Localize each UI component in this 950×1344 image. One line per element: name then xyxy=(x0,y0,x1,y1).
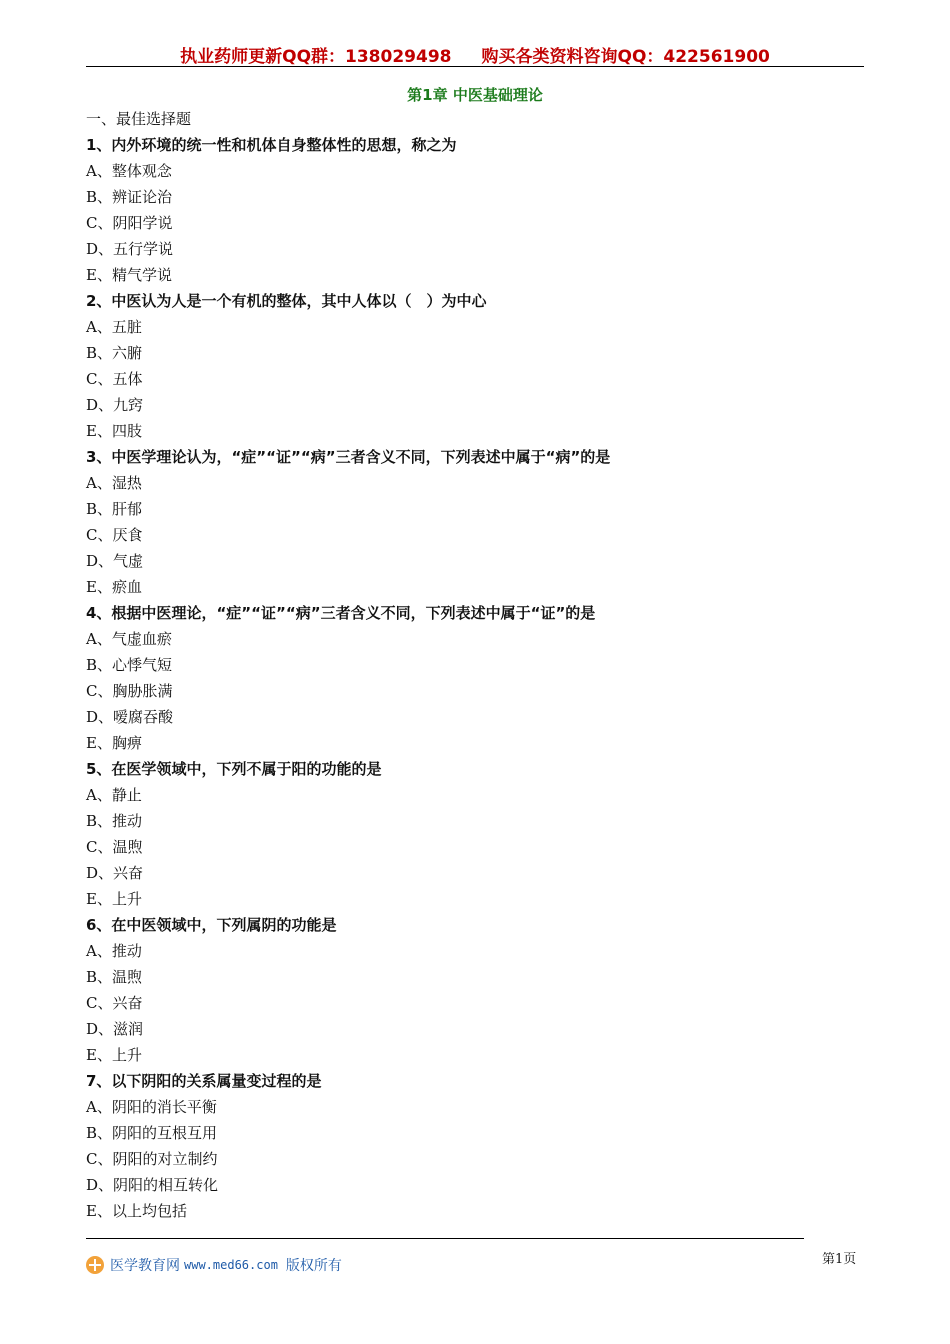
answer-option: D、滋润 xyxy=(86,1020,144,1038)
answer-option: D、阴阳的相互转化 xyxy=(86,1176,219,1194)
answer-option: D、五行学说 xyxy=(86,240,174,258)
answer-option: B、温煦 xyxy=(86,968,143,986)
page-number: 第1页 xyxy=(822,1252,857,1267)
question-stem: 6、在中医领域中，下列属阴的功能是 xyxy=(86,916,337,934)
question-list xyxy=(86,106,886,1224)
footer-url[interactable]: www.med66.com xyxy=(184,1258,278,1272)
question-stem: 2、中医认为人是一个有机的整体，其中人体以（ ）为中心 xyxy=(86,292,487,310)
answer-option: E、上升 xyxy=(86,890,142,908)
answer-option: C、五体 xyxy=(86,370,143,388)
footer-site-name: 医学教育网 xyxy=(110,1258,180,1274)
answer-option: C、兴奋 xyxy=(86,994,143,1012)
answer-option: D、气虚 xyxy=(86,552,144,570)
footer-rule xyxy=(86,1238,804,1239)
answer-option: A、整体观念 xyxy=(86,162,172,180)
page-header xyxy=(0,42,950,67)
answer-option: B、心悸气短 xyxy=(86,656,173,674)
question-stem: 5、在医学领域中，下列不属于阳的功能的是 xyxy=(86,760,382,778)
answer-option: C、阴阳的对立制约 xyxy=(86,1150,218,1168)
answer-option: D、兴奋 xyxy=(86,864,144,882)
med66-logo-icon xyxy=(86,1256,104,1274)
answer-option: A、湿热 xyxy=(86,474,142,492)
question-stem: 4、根据中医理论，“症”“证”“病”三者含义不同，下列表述中属于“证”的是 xyxy=(86,604,596,622)
questions xyxy=(86,132,886,1224)
answer-option: C、阴阳学说 xyxy=(86,214,173,232)
footer-rights: 版权所有 xyxy=(285,1258,342,1274)
answer-option: B、六腑 xyxy=(86,344,143,362)
answer-option: D、九窍 xyxy=(86,396,144,414)
answer-option: D、嗳腐吞酸 xyxy=(86,708,174,726)
answer-option: B、推动 xyxy=(86,812,143,830)
answer-option: B、辨证论治 xyxy=(86,188,173,206)
answer-option: E、四肢 xyxy=(86,422,142,440)
header-rule xyxy=(86,66,864,67)
answer-option: A、静止 xyxy=(86,786,142,804)
answer-option: A、阴阳的消长平衡 xyxy=(86,1098,217,1116)
answer-option: B、阴阳的互根互用 xyxy=(86,1124,218,1142)
section-title: 一、最佳选择题 xyxy=(86,110,192,128)
page-footer xyxy=(86,1254,342,1276)
chapter-title: 第1章 中医基础理论 xyxy=(407,86,543,104)
answer-option: A、气虚血瘀 xyxy=(86,630,172,648)
header-qq-group: 执业药师更新QQ群：138029498 xyxy=(180,47,452,67)
answer-option: E、上升 xyxy=(86,1046,142,1064)
answer-option: C、厌食 xyxy=(86,526,143,544)
answer-option: E、以上均包括 xyxy=(86,1202,187,1220)
answer-option: E、瘀血 xyxy=(86,578,142,596)
answer-option: E、精气学说 xyxy=(86,266,172,284)
answer-option: A、五脏 xyxy=(86,318,142,336)
answer-option: E、胸痹 xyxy=(86,734,142,752)
answer-option: A、推动 xyxy=(86,942,142,960)
answer-option: C、温煦 xyxy=(86,838,143,856)
question-stem: 1、内外环境的统一性和机体自身整体性的思想，称之为 xyxy=(86,136,457,154)
answer-option: C、胸胁胀满 xyxy=(86,682,173,700)
question-stem: 7、以下阴阳的关系属量变过程的是 xyxy=(86,1072,322,1090)
header-purchase-contact: 购买各类资料咨询QQ：422561900 xyxy=(481,47,770,67)
question-stem: 3、中医学理论认为，“症”“证”“病”三者含义不同，下列表述中属于“病”的是 xyxy=(86,448,611,466)
answer-option: B、肝郁 xyxy=(86,500,143,518)
